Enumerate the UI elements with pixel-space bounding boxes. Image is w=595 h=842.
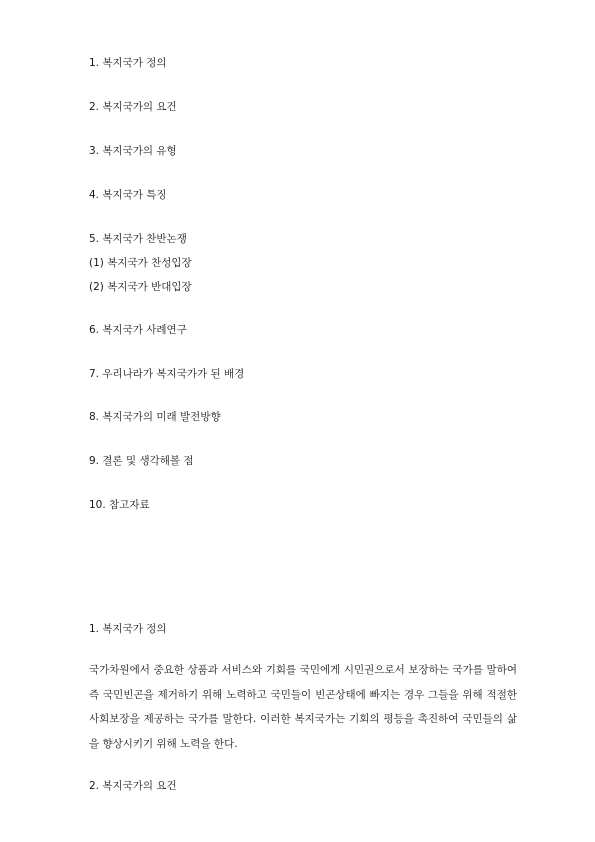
toc-item-5: 5. 복지국가 찬반논쟁 <box>89 233 187 245</box>
section-heading-requirements: 2. 복지국가의 요건 <box>89 780 177 792</box>
definition-paragraph: 국가차원에서 중요한 상품과 서비스와 기회를 국민에게 시민권으로서 보장하는 국가를 말하여 즉 국민빈곤을 제거하기 위해 노력하고 국민들이 빈곤상태에 빠지는 경우 그들을 위해 적절한 사회보장을 제공하는 국가를 말한다. 이러한 복지국가는 기회의 평등을 촉진하여 국민들의 삶을 향상시키기 위해 노력을 한다. <box>89 664 517 750</box>
toc-item-1: 1. 복지국가 정의 <box>89 57 167 69</box>
toc-item-9: 9. 결론 및 생각해볼 점 <box>89 455 194 467</box>
section-heading-definition: 1. 복지국가 정의 <box>89 623 167 635</box>
toc-item-2: 2. 복지국가의 요건 <box>89 101 177 113</box>
toc-item-4: 4. 복지국가 특징 <box>89 189 167 201</box>
toc-item-8: 8. 복지국가의 미래 발전방향 <box>89 411 221 423</box>
toc-item-10: 10. 참고자료 <box>89 499 150 511</box>
toc-item-7: 7. 우리나라가 복지국가가 된 배경 <box>89 368 245 380</box>
toc-subitem-5-2: (2) 복지국가 반대입장 <box>89 281 192 293</box>
toc-item-3: 3. 복지국가의 유형 <box>89 145 177 157</box>
toc-subitem-5-1: (1) 복지국가 찬성입장 <box>89 257 192 269</box>
toc-item-6: 6. 복지국가 사례연구 <box>89 324 187 336</box>
